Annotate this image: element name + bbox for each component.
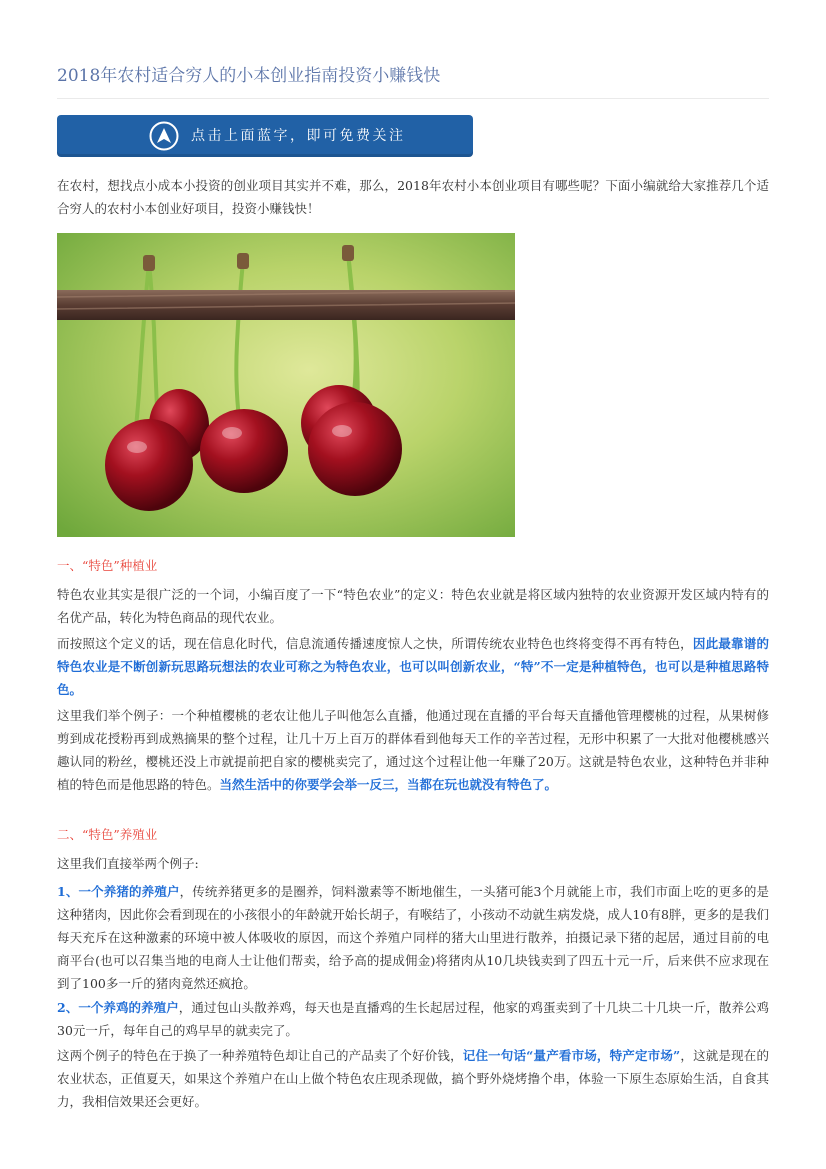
section1-paragraph-3 [57, 704, 769, 796]
section2-example-2 [57, 996, 769, 1042]
example-1-text: ，传统养猪更多的是圈养，饲料激素等不断地催生，一头猪可能3个月就能上市，我们市面上吃的更多的是这种猪肉，因此你会看到现在的小孩很小的年龄就开始长胡子，有喉结了，小孩动不动就生病发烧，成人10有8胖，更多的是我们每天充斥在这种激素的环境中被人体吸收的原因，而这个养殖户同样的猪大山里进行散养，拍摄记录下猪的起居，通过目前的电商平台(也可以召集当地的电商人士让他们帮卖，给予高的提成佣金)将猪肉从10几块钱卖到了四五十元一斤，后来供不应求现在到了100多一斤的猪肉竟然还疯抢。 [57, 884, 769, 991]
follow-banner-text: 点击上面蓝字，即可免费关注 [191, 128, 406, 144]
section2-p4-text-1: 这两个例子的特色在于换了一种养殖特色却让自己的产品卖了个好价钱， [57, 1048, 463, 1063]
section2-p4-text-2: ，这就是现在的农业状态，正值夏天，如果这个养殖户在山上做个特色农庄现杀现做，搞个野外烧烤撸个串，体验一下原生态原始生活，自食其力，我相信效果还会更好。 [57, 1048, 769, 1109]
title-divider [57, 98, 769, 99]
section1-p2-text: 而按照这个定义的话，现在信息化时代，信息流通传播速度惊人之快，所谓传统农业特色也终将变得不再有特色， [57, 636, 693, 651]
section2-example-1 [57, 880, 769, 995]
cherries-photo [57, 233, 515, 537]
example-2-text: ，通过包山头散养鸡，每天也是直播鸡的生长起居过程，他家的鸡蛋卖到了十几块二十几块一斤，散养公鸡30元一斤，每年自己的鸡早早的就卖完了。 [57, 1000, 769, 1038]
example-1-label: 1、一个养猪的养殖户 [57, 884, 180, 899]
section1-p3-highlight: 当然生活中的你要学会举一反三，当都在玩也就没有特色了。 [219, 777, 558, 792]
section2-paragraph-4 [57, 1044, 769, 1113]
section1-p2-highlight: 因此最靠谱的特色农业是不断创新玩思路玩想法的农业可称之为特色农业，也可以叫创新农业，“特”不一定是种植特色，也可以是种植思路特色。 [57, 636, 769, 697]
section1-paragraph-1: 特色农业其实是很广泛的一个词，小编百度了一下“特色农业”的定义：特色农业就是将区域内独特的农业资源开发区域内特有的名优产品，转化为特色商品的现代农业。 [57, 587, 769, 625]
navigation-arrow-icon [149, 121, 179, 151]
section2-p4-highlight: 记住一句话“量产看市场，特产定市场” [462, 1048, 681, 1063]
follow-banner[interactable] [57, 115, 473, 157]
section-heading-breeding: 二、“特色”养殖业 [57, 827, 158, 842]
intro-paragraph: 在农村，想找点小成本小投资的创业项目其实并不难，那么，2018年农村小本创业项目有哪些呢？下面小编就给大家推荐几个适合穷人的农村小本创业好项目，投资小赚钱快！ [57, 178, 769, 216]
article-title: 2018年农村适合穷人的小本创业指南投资小赚钱快 [57, 66, 441, 86]
section-heading-planting: 一、“特色”种植业 [57, 558, 158, 573]
section1-paragraph-2 [57, 632, 769, 701]
example-2-label: 2、一个养鸡的养殖户 [57, 1000, 179, 1015]
section2-paragraph-1: 这里我们直接举两个例子: [57, 856, 199, 871]
section1-p3-text: 这里我们举个例子：一个种植樱桃的老农让他儿子叫他怎么直播，他通过现在直播的平台每天直播他管理樱桃的过程，从果树修剪到成花授粉再到成熟摘果的整个过程，让几十万上百万的群体看到他每天工作的辛苦过程，无形中积累了一大批对他樱桃感兴趣认同的粉丝，樱桃还没上市就提前把自家的樱桃卖完了，通过这个过程让他一年赚了20万。这就是特色农业，这种特色并非种植的特色而是他思路的特色。 [57, 708, 769, 792]
